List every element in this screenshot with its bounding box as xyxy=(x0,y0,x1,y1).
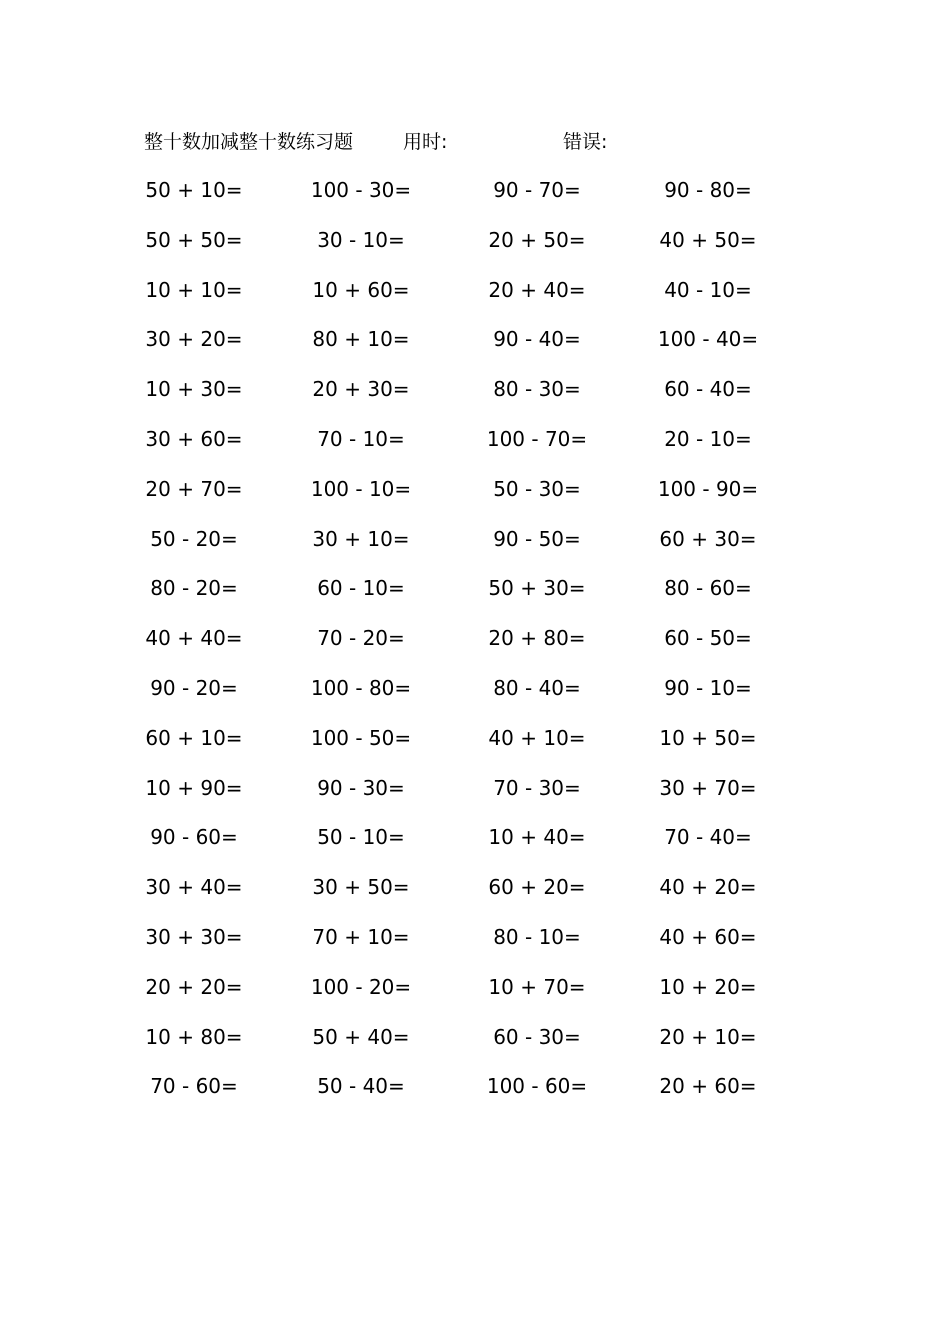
problem-grid xyxy=(0,172,950,1118)
problem-row xyxy=(0,471,950,521)
arithmetic-problem: 30 - 10= xyxy=(317,227,405,252)
arithmetic-problem: 40 + 40= xyxy=(145,626,243,651)
arithmetic-problem: 70 - 20= xyxy=(317,626,405,651)
problem-row xyxy=(0,670,950,720)
arithmetic-problem: 80 - 30= xyxy=(493,377,581,402)
arithmetic-problem: 20 + 70= xyxy=(145,476,243,501)
arithmetic-problem: 40 - 10= xyxy=(664,277,752,302)
arithmetic-problem: 100 - 20= xyxy=(310,974,412,999)
arithmetic-problem: 50 + 40= xyxy=(312,1024,410,1049)
arithmetic-problem: 30 + 20= xyxy=(145,327,243,352)
problem-row xyxy=(0,969,950,1019)
arithmetic-problem: 20 + 10= xyxy=(659,1024,757,1049)
arithmetic-problem: 20 + 30= xyxy=(312,377,410,402)
arithmetic-problem: 10 + 30= xyxy=(145,377,243,402)
arithmetic-problem: 30 + 40= xyxy=(145,875,243,900)
problem-row xyxy=(0,770,950,820)
arithmetic-problem: 90 - 40= xyxy=(493,327,581,352)
arithmetic-problem: 40 + 50= xyxy=(659,227,757,252)
arithmetic-problem: 60 + 20= xyxy=(488,875,586,900)
arithmetic-problem: 20 + 20= xyxy=(145,974,243,999)
arithmetic-problem: 50 - 10= xyxy=(317,825,405,850)
arithmetic-problem: 90 - 60= xyxy=(150,825,238,850)
arithmetic-problem: 20 + 80= xyxy=(488,626,586,651)
arithmetic-problem: 70 + 10= xyxy=(312,924,410,949)
arithmetic-problem: 50 + 10= xyxy=(145,178,243,202)
arithmetic-problem: 70 - 60= xyxy=(150,1074,238,1099)
arithmetic-problem: 100 - 40= xyxy=(657,327,759,352)
arithmetic-problem: 50 + 30= xyxy=(488,576,586,601)
arithmetic-problem: 90 - 80= xyxy=(664,178,752,202)
errors-label: 错误: xyxy=(563,131,608,153)
problem-row xyxy=(0,172,950,222)
problem-row xyxy=(0,720,950,770)
arithmetic-problem: 10 + 80= xyxy=(145,1024,243,1049)
arithmetic-problem: 30 + 60= xyxy=(145,426,243,451)
arithmetic-problem: 70 - 10= xyxy=(317,426,405,451)
arithmetic-problem: 100 - 60= xyxy=(486,1074,588,1099)
problem-row xyxy=(0,819,950,869)
problem-row xyxy=(0,421,950,471)
arithmetic-problem: 60 - 30= xyxy=(493,1024,581,1049)
arithmetic-problem: 30 + 10= xyxy=(312,526,410,551)
arithmetic-problem: 90 - 50= xyxy=(493,526,581,551)
arithmetic-problem: 50 - 30= xyxy=(493,476,581,501)
arithmetic-problem: 90 - 70= xyxy=(493,178,581,202)
arithmetic-problem: 10 + 90= xyxy=(145,775,243,800)
problem-row xyxy=(0,222,950,272)
arithmetic-problem: 90 - 20= xyxy=(150,675,238,700)
arithmetic-problem: 100 - 80= xyxy=(310,675,412,700)
arithmetic-problem: 100 - 90= xyxy=(657,476,759,501)
problem-row xyxy=(0,620,950,670)
arithmetic-problem: 50 + 50= xyxy=(145,227,243,252)
arithmetic-problem: 50 - 40= xyxy=(317,1074,405,1099)
arithmetic-problem: 10 + 40= xyxy=(488,825,586,850)
arithmetic-problem: 10 + 10= xyxy=(145,277,243,302)
arithmetic-problem: 30 + 50= xyxy=(312,875,410,900)
problem-row xyxy=(0,371,950,421)
arithmetic-problem: 50 - 20= xyxy=(150,526,238,551)
arithmetic-problem: 20 - 10= xyxy=(664,426,752,451)
problem-row xyxy=(0,869,950,919)
arithmetic-problem: 70 - 30= xyxy=(493,775,581,800)
arithmetic-problem: 60 - 50= xyxy=(664,626,752,651)
arithmetic-problem: 30 + 70= xyxy=(659,775,757,800)
problem-row xyxy=(0,570,950,620)
problem-row xyxy=(0,919,950,969)
arithmetic-problem: 100 - 70= xyxy=(486,426,588,451)
arithmetic-problem: 80 + 10= xyxy=(312,327,410,352)
arithmetic-problem: 100 - 30= xyxy=(310,178,412,202)
arithmetic-problem: 10 + 70= xyxy=(488,974,586,999)
arithmetic-problem: 20 + 40= xyxy=(488,277,586,302)
problem-row xyxy=(0,521,950,571)
arithmetic-problem: 80 - 60= xyxy=(664,576,752,601)
problem-row xyxy=(0,1019,950,1069)
arithmetic-problem: 10 + 50= xyxy=(659,725,757,750)
arithmetic-problem: 80 - 40= xyxy=(493,675,581,700)
arithmetic-problem: 20 + 50= xyxy=(488,227,586,252)
arithmetic-problem: 40 + 20= xyxy=(659,875,757,900)
arithmetic-problem: 100 - 50= xyxy=(310,725,412,750)
arithmetic-problem: 60 - 40= xyxy=(664,377,752,402)
arithmetic-problem: 80 - 10= xyxy=(493,924,581,949)
arithmetic-problem: 70 - 40= xyxy=(664,825,752,850)
arithmetic-problem: 10 + 60= xyxy=(312,277,410,302)
arithmetic-problem: 80 - 20= xyxy=(150,576,238,601)
arithmetic-problem: 40 + 10= xyxy=(488,725,586,750)
arithmetic-problem: 90 - 30= xyxy=(317,775,405,800)
time-label: 用时: xyxy=(403,131,448,153)
arithmetic-problem: 40 + 60= xyxy=(659,924,757,949)
arithmetic-problem: 10 + 20= xyxy=(659,974,757,999)
arithmetic-problem: 20 + 60= xyxy=(659,1074,757,1099)
problem-row xyxy=(0,272,950,322)
arithmetic-problem: 100 - 10= xyxy=(310,476,412,501)
arithmetic-problem: 60 + 10= xyxy=(145,725,243,750)
problem-row xyxy=(0,1068,950,1118)
worksheet-title: 整十数加减整十数练习题 xyxy=(144,131,354,153)
arithmetic-problem: 30 + 30= xyxy=(145,924,243,949)
problem-row xyxy=(0,321,950,371)
arithmetic-problem: 90 - 10= xyxy=(664,675,752,700)
arithmetic-problem: 60 + 30= xyxy=(659,526,757,551)
arithmetic-problem: 60 - 10= xyxy=(317,576,405,601)
